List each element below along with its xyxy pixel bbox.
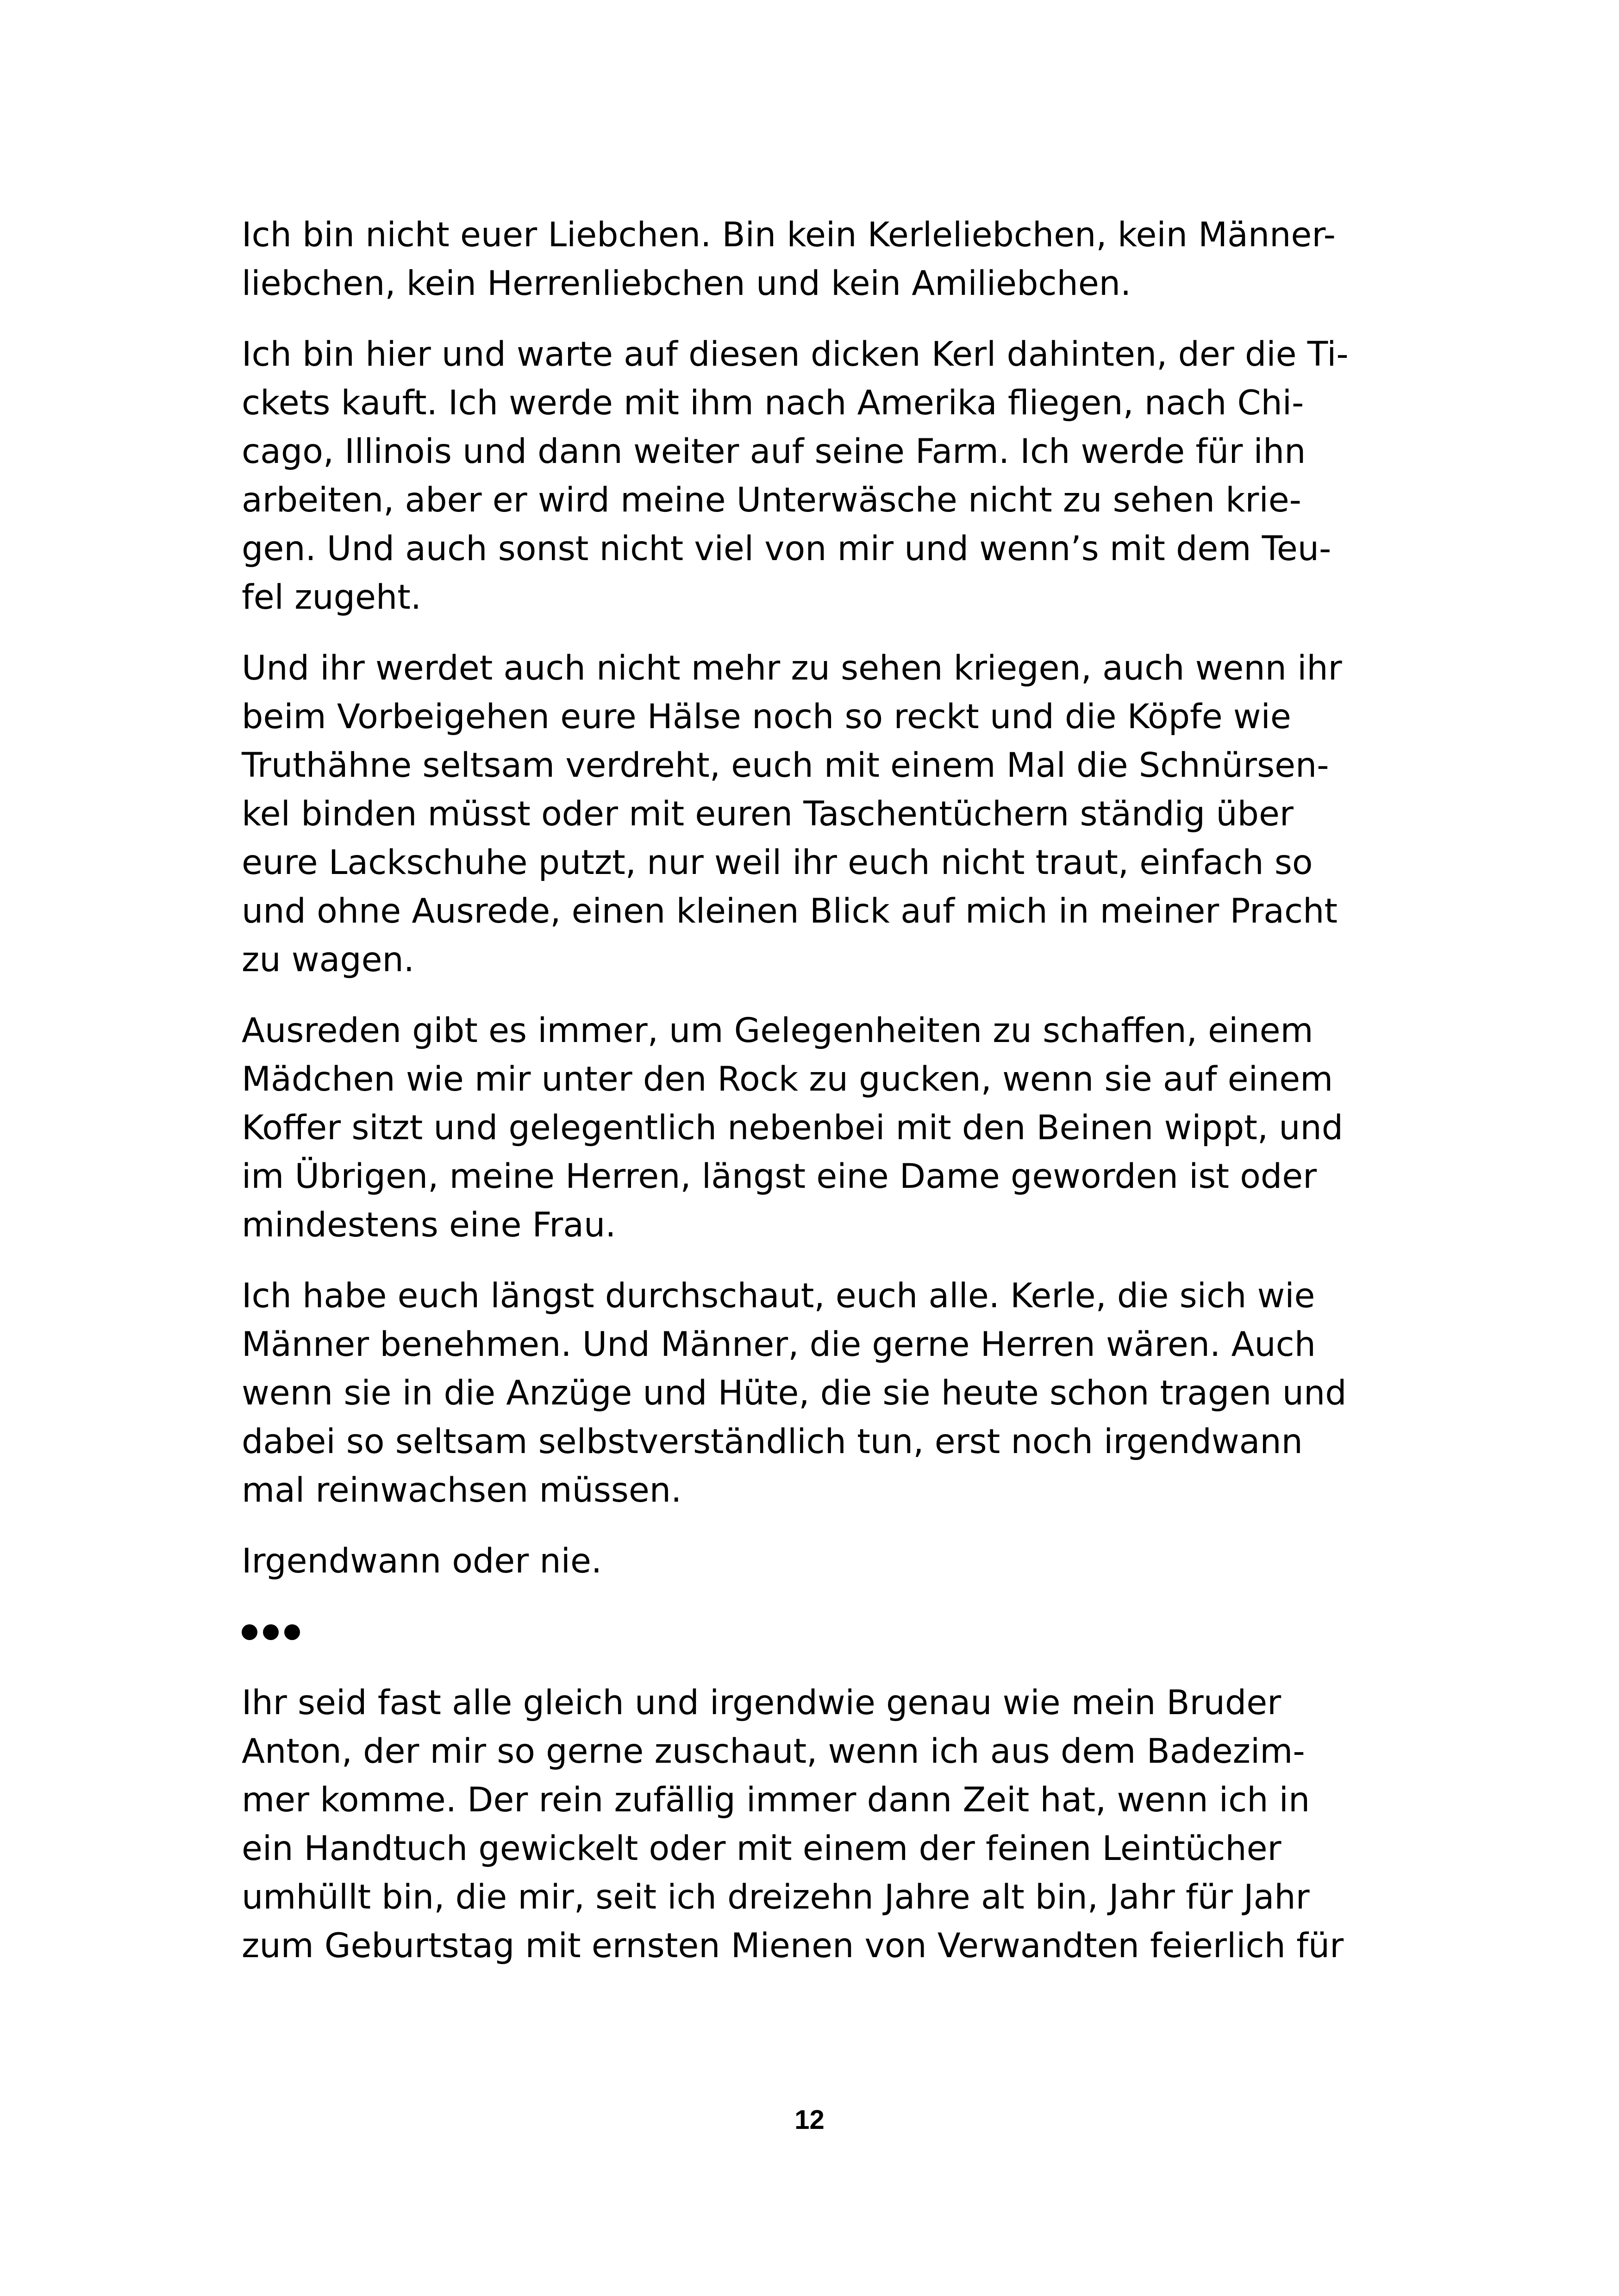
text-line: arbeiten, aber er wird meine Unterwäsche nicht zu sehen krie- [242,480,1301,520]
section-separator [242,1608,1394,1656]
paragraph [242,644,1394,984]
text-line: cago, Illinois und dann weiter auf seine Farm. Ich werde für ihn [242,432,1306,471]
text-line: mindestens eine Frau. [242,1205,616,1245]
text-line: ckets kauft. Ich werde mit ihm nach Amerika fliegen, nach Chi- [242,383,1304,423]
paragraph [242,1272,1394,1515]
text-line: dabei so seltsam selbstverständlich tun, erst noch irgendwann [242,1422,1303,1461]
text-line: ein Handtuch gewickelt oder mit einem der feinen Leintücher [242,1829,1281,1868]
text-line: fel zugeht. [242,578,422,617]
text-line: Mädchen wie mir unter den Rock zu gucken, wenn sie auf einem [242,1060,1333,1099]
text-line: liebchen, kein Herrenliebchen und kein Amiliebchen. [242,264,1131,303]
text-line: kel binden müsst oder mit euren Taschentüchern ständig über [242,794,1294,834]
text-section-before-separator [242,211,1394,1585]
text-line: Und ihr werdet auch nicht mehr zu sehen kriegen, auch wenn ihr [242,649,1342,688]
page-body [242,211,1394,1992]
text-line: Truthähne seltsam verdreht, euch mit einem Mal die Schnürsen- [242,746,1329,785]
text-section-after-separator [242,1678,1394,1970]
paragraph [242,1678,1394,1970]
paragraph [242,211,1394,308]
text-line: mal reinwachsen müssen. [242,1471,682,1510]
text-line: gen. Und auch sonst nicht viel von mir und wenn’s mit dem Teu- [242,529,1331,568]
text-line: Ich bin nicht euer Liebchen. Bin kein Kerleliebchen, kein Männer- [242,215,1336,255]
text-line: Irgendwann oder nie. [242,1541,602,1581]
separator-dot [263,1624,279,1640]
text-line: zu wagen. [242,940,414,980]
paragraph [242,1537,1394,1585]
text-line: Ich bin hier und warte auf diesen dicken Kerl dahinten, der die Ti- [242,335,1349,374]
text-line: und ohne Ausrede, einen kleinen Blick auf mich in meiner Pracht [242,892,1338,931]
text-line: Männer benehmen. Und Männer, die gerne Herren wären. Auch [242,1325,1316,1364]
text-line: Anton, der mir so gerne zuschaut, wenn ich aus dem Badezim- [242,1732,1305,1771]
separator-dot [242,1624,257,1640]
text-line: eure Lackschuhe putzt, nur weil ihr euch nicht traut, einfach so [242,843,1313,882]
separator-dot [284,1624,300,1640]
paragraph [242,1006,1394,1249]
paragraph [242,330,1394,622]
text-line: umhüllt bin, die mir, seit ich dreizehn Jahre alt bin, Jahr für Jahr [242,1878,1310,1917]
text-line: mer komme. Der rein zufällig immer dann Zeit hat, wenn ich in [242,1780,1310,1820]
page-number: 12 [794,2105,825,2135]
text-line: zum Geburtstag mit ernsten Mienen von Verwandten feierlich für [242,1926,1344,1965]
text-line: Ihr seid fast alle gleich und irgendwie genau wie mein Bruder [242,1683,1281,1722]
text-line: wenn sie in die Anzüge und Hüte, die sie heute schon tragen und [242,1373,1347,1413]
text-line: im Übrigen, meine Herren, längst eine Dame geworden ist oder [242,1157,1317,1196]
text-line: Koffer sitzt und gelegentlich nebenbei mit den Beinen wippt, und [242,1108,1344,1148]
text-line: beim Vorbeigehen eure Hälse noch so reckt und die Köpfe wie [242,697,1291,736]
text-line: Ich habe euch längst durchschaut, euch alle. Kerle, die sich wie [242,1276,1315,1316]
text-line: Ausreden gibt es immer, um Gelegenheiten zu schaffen, einem [242,1011,1313,1050]
